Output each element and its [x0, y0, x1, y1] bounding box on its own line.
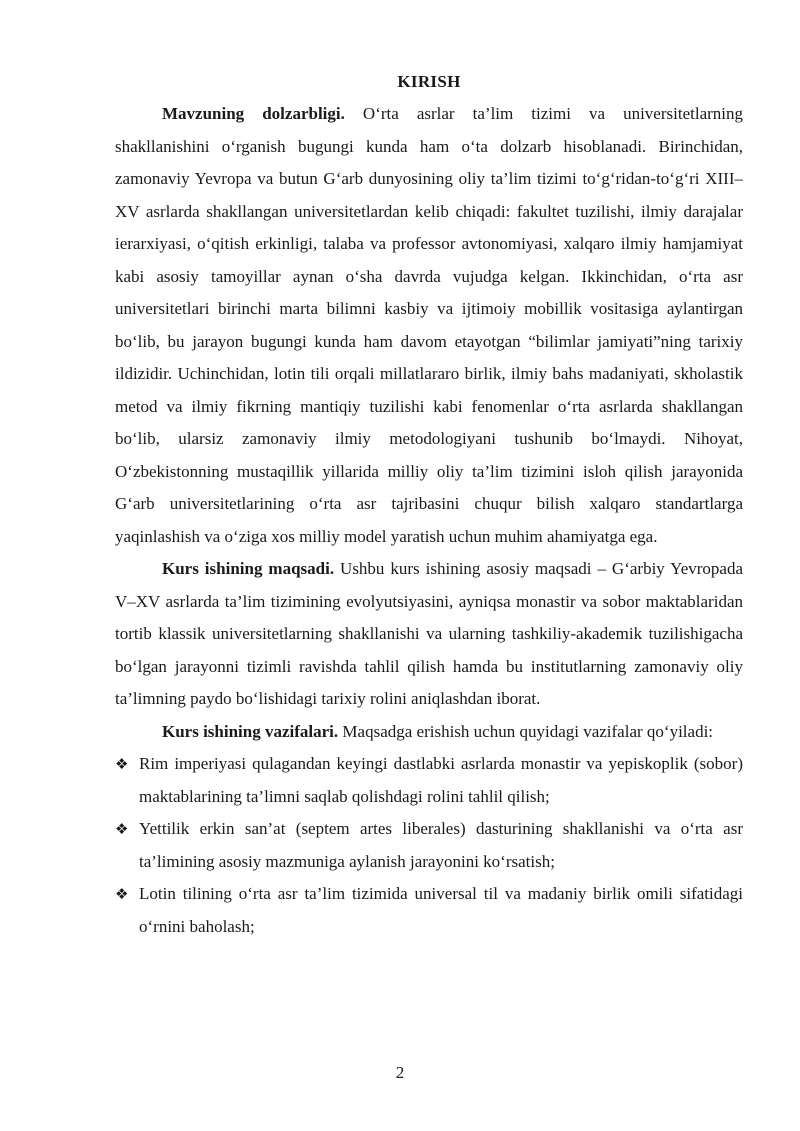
list-item-text: Yettilik erkin san’at (septem artes liberales) dasturining shakllanishi va o‘rta asr ta’limining asosiy mazmuniga aylanish jarayonini ko‘rsatish; — [139, 819, 743, 871]
diamond-bullet-icon: ❖ — [115, 820, 129, 838]
task-list — [115, 748, 743, 943]
paragraph-tasks — [115, 716, 743, 749]
paragraph-lead: Kurs ishining vazifalari. — [162, 721, 339, 741]
list-item — [115, 748, 743, 813]
list-item — [115, 878, 743, 943]
paragraph-goal — [115, 553, 743, 716]
paragraph-lead: Mavzuning dolzarbligi. — [162, 104, 345, 123]
diamond-bullet-icon: ❖ — [115, 885, 129, 903]
paragraph-text: O‘rta asrlar ta’lim tizimi va universitetlarning shakllanishini o‘rganish bugungi kunda ham o‘ta dolzarb hisoblanadi. Birinchidan, zamonaviy Yevropa va butun G‘arb dunyosining oliy ta’lim tizimi to‘g‘ridan-to‘g‘ri XIII–XV asrlarda shakllangan universitetlardan kelib chiqadi: fakultet tuzilishi, ilmiy darajalar ierarxiyasi, o‘qitish erkinligi, talaba va professor avtonomiyasi, xalqaro ilmiy hamjamiyat kabi asosiy tamoyillar aynan o‘sha davrda vujudga kelgan. Ikkinchidan, o‘rta asr universitetlari birinchi marta bilimni kasbiy va ijtimoiy mobillik vositasiga aylantirgan bo‘lib, bu jarayon bugungi kunda ham davom etayotgan “bilimlar jamiyati”ning tarixiy ildizidir. Uchinchidan, lotin tili orqali millatlararo birlik, ilmiy bahs madaniyati, skholastik metod va ilmiy fikrning mantiqiy tuzilishi kabi fenomenlar o‘rta asrlarda shakllangan bo‘lib, ularsiz zamonaviy ilmiy metodologiyani tushunib bo‘lmaydi. Nihoyat, O‘zbekistonning mustaqillik yillarida milliy oliy ta’lim tizimini isloh qilish jarayonida G‘arb universitetlarining o‘rta asr tajribasini chuqur bilish xalqaro standartlarga yaqinlashish va o‘ziga xos milliy model yaratish uchun muhim ahamiyatga ega. — [115, 104, 743, 546]
paragraph-text: Maqsadga erishish uchun quyidagi vazifalar qo‘yiladi: — [338, 721, 714, 741]
list-item-text: Lotin tilining o‘rta asr ta’lim tizimida universal til va madaniy birlik omili sifatidagi o‘rnini baholash; — [139, 884, 743, 936]
paragraph-lead: Kurs ishining maqsadi. — [162, 559, 335, 578]
section-heading: KIRISH — [397, 72, 461, 91]
paragraph-text: Ushbu kurs ishining asosiy maqsadi – G‘arbiy Yevropada V–XV asrlarda ta’lim tizimining evolyutsiyasini, ayniqsa monastir va sobor maktablaridan tortib klassik universitetlarning shakllanishi va ularning tashkiliy-akademik tuzilishigacha bo‘lgan jarayonni tizimli ravishda tahlil qilish hamda bu institutlarning zamonaviy oliy ta’limning paydo bo‘lishidagi tarixiy rolini aniqlashdan iborat. — [115, 559, 743, 708]
list-item-text: Rim imperiyasi qulagandan keyingi dastlabki asrlarda monastir va yepiskoplik (sobor) maktablarining ta’limni saqlab qolishdagi rolini tahlil qilish; — [139, 754, 743, 806]
paragraph-relevance — [115, 98, 743, 553]
page-number: 2 — [395, 1063, 405, 1082]
list-item — [115, 813, 743, 878]
diamond-bullet-icon: ❖ — [115, 755, 129, 773]
document-page — [115, 72, 743, 943]
